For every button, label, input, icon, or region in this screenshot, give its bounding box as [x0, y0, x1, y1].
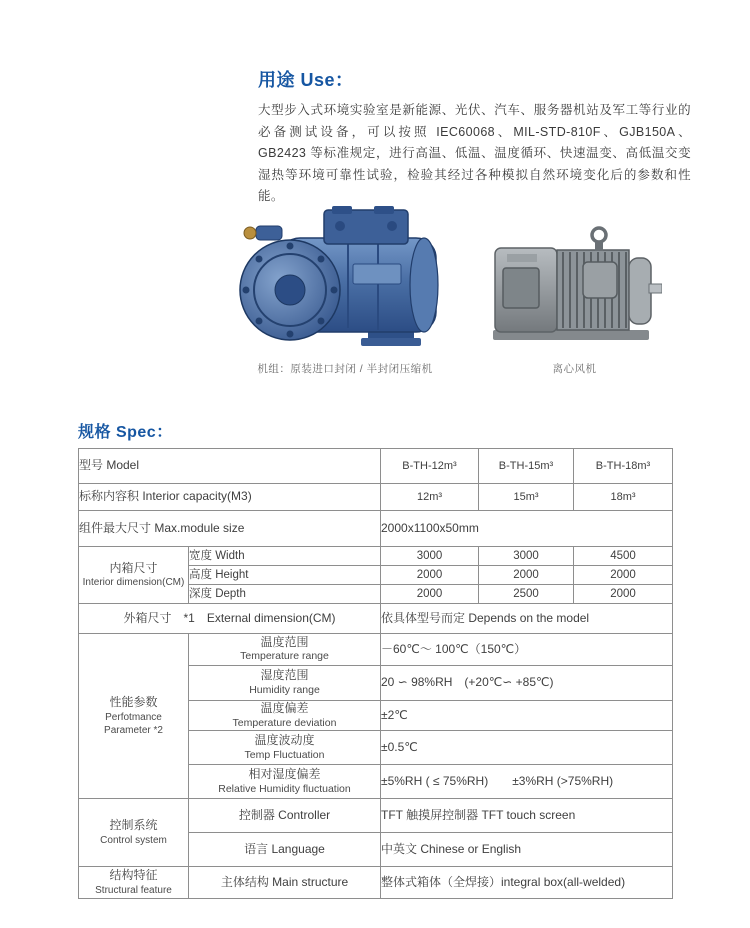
model-value-3: B-TH-18m³ — [574, 449, 673, 484]
table-row-controller — [79, 799, 673, 833]
structure-group-zh: 结构特征 — [109, 868, 158, 883]
interior-group-en: Interior dimension(CM) — [82, 577, 185, 589]
main-structure-value: 整体式箱体（全焊接）integral box(all-welded) — [381, 867, 673, 899]
table-row-width — [79, 547, 673, 566]
centrifugal-fan-photo — [487, 222, 662, 352]
control-system-group — [79, 799, 189, 867]
temperature-deviation-value: ±2℃ — [381, 701, 673, 731]
relative-humidity-en: Relative Humidity fluctuation — [218, 782, 351, 795]
structural-feature-group — [79, 867, 189, 899]
table-row-model — [79, 449, 673, 484]
depth-value-3: 2000 — [574, 585, 673, 604]
language-value: 中英文 Chinese or English — [381, 833, 673, 867]
model-value-2: B-TH-15m³ — [479, 449, 574, 484]
spec-heading: 规格 Spec： — [78, 424, 173, 441]
controller-value: TFT 触摸屏控制器 TFT touch screen — [381, 799, 673, 833]
table-row-module-size — [79, 511, 673, 547]
use-paragraph: 大型步入式环境实验室是新能源、光伏、汽车、服务器机站及军工等行业的必备测试设备，可以按照 IEC60068、MIL-STD-810F、GJB150A、GB2423 等标准规定，进行高温、低温、温度循环、快速温变、高低温交变湿热等环境可靠性试验，检验其经过各种模拟自然环境变化后的参数和性能。 — [258, 103, 691, 203]
model-label: 型号 Model — [79, 449, 381, 484]
controller-label: 控制器 Controller — [189, 799, 381, 833]
temperature-deviation-label — [189, 701, 381, 731]
height-value-2: 2000 — [479, 566, 574, 585]
capacity-value-3: 18m³ — [574, 484, 673, 511]
compressor-illustration — [228, 206, 462, 352]
depth-label: 深度 Depth — [189, 585, 381, 604]
temp-fluctuation-label — [189, 731, 381, 765]
depth-value-1: 2000 — [381, 585, 479, 604]
humidity-range-zh: 湿度范围 — [260, 668, 309, 683]
table-row-external-dimension — [79, 604, 673, 634]
table-row-temperature-range — [79, 634, 673, 666]
temperature-deviation-en: Temperature deviation — [232, 716, 337, 729]
width-value-1: 3000 — [381, 547, 479, 566]
structure-group-en: Structural feature — [95, 885, 172, 897]
compressor-photo — [228, 206, 462, 352]
use-heading: 用途 Use： — [258, 70, 354, 90]
interior-dimension-group — [79, 547, 189, 604]
compressor-caption: 机组：原装进口封闭 / 半封闭压缩机 — [257, 363, 433, 375]
interior-group-zh: 内箱尺寸 — [109, 560, 158, 575]
height-value-1: 2000 — [381, 566, 479, 585]
table-row-capacity — [79, 484, 673, 511]
humidity-range-label — [189, 666, 381, 701]
width-value-3: 4500 — [574, 547, 673, 566]
external-dimension-value: 依具体型号而定 Depends on the model — [381, 604, 673, 634]
temperature-range-zh: 温度范围 — [260, 634, 309, 649]
fan-illustration — [487, 222, 662, 352]
humidity-range-en: Humidity range — [249, 683, 320, 696]
performance-parameter-group — [79, 634, 189, 799]
relative-humidity-label — [189, 765, 381, 799]
capacity-value-2: 15m³ — [479, 484, 574, 511]
relative-humidity-zh: 相对湿度偏差 — [248, 767, 321, 782]
height-value-3: 2000 — [574, 566, 673, 585]
fan-caption: 离心风机 — [552, 363, 597, 375]
temp-fluctuation-en: Temp Fluctuation — [244, 748, 325, 761]
capacity-label: 标称内容积 Interior capacity(M3) — [79, 484, 381, 511]
height-label: 高度 Height — [189, 566, 381, 585]
width-value-2: 3000 — [479, 547, 574, 566]
control-group-zh: 控制系统 — [109, 818, 158, 833]
use-section — [258, 66, 691, 208]
table-row-main-structure — [79, 867, 673, 899]
module-size-value: 2000x1100x50mm — [381, 511, 673, 547]
temp-fluctuation-zh: 温度波动度 — [254, 733, 315, 748]
spec-table — [78, 448, 673, 899]
temperature-range-value: －60℃～ 100℃（150℃） — [381, 634, 673, 666]
performance-group-en2: Parameter *2 — [104, 724, 163, 736]
relative-humidity-value: ±5%RH ( ≤ 75%RH) ±3%RH (>75%RH) — [381, 765, 673, 799]
language-label: 语言 Language — [189, 833, 381, 867]
depth-value-2: 2500 — [479, 585, 574, 604]
temperature-range-label — [189, 634, 381, 666]
main-structure-label: 主体结构 Main structure — [189, 867, 381, 899]
width-label: 宽度 Width — [189, 547, 381, 566]
control-group-en: Control system — [100, 835, 167, 847]
module-size-label: 组件最大尺寸 Max.module size — [79, 511, 381, 547]
performance-group-en1: Perfotmance — [105, 711, 162, 723]
model-value-1: B-TH-12m³ — [381, 449, 479, 484]
temperature-deviation-zh: 温度偏差 — [260, 701, 309, 715]
capacity-value-1: 12m³ — [381, 484, 479, 511]
temp-fluctuation-value: ±0.5℃ — [381, 731, 673, 765]
humidity-range-value: 20 ∽ 98%RH (+20℃∽ +85℃) — [381, 666, 673, 701]
performance-group-zh: 性能参数 — [109, 695, 158, 710]
temperature-range-en: Temperature range — [240, 650, 329, 663]
external-dimension-label: 外箱尺寸 *1 External dimension(CM) — [79, 604, 381, 634]
